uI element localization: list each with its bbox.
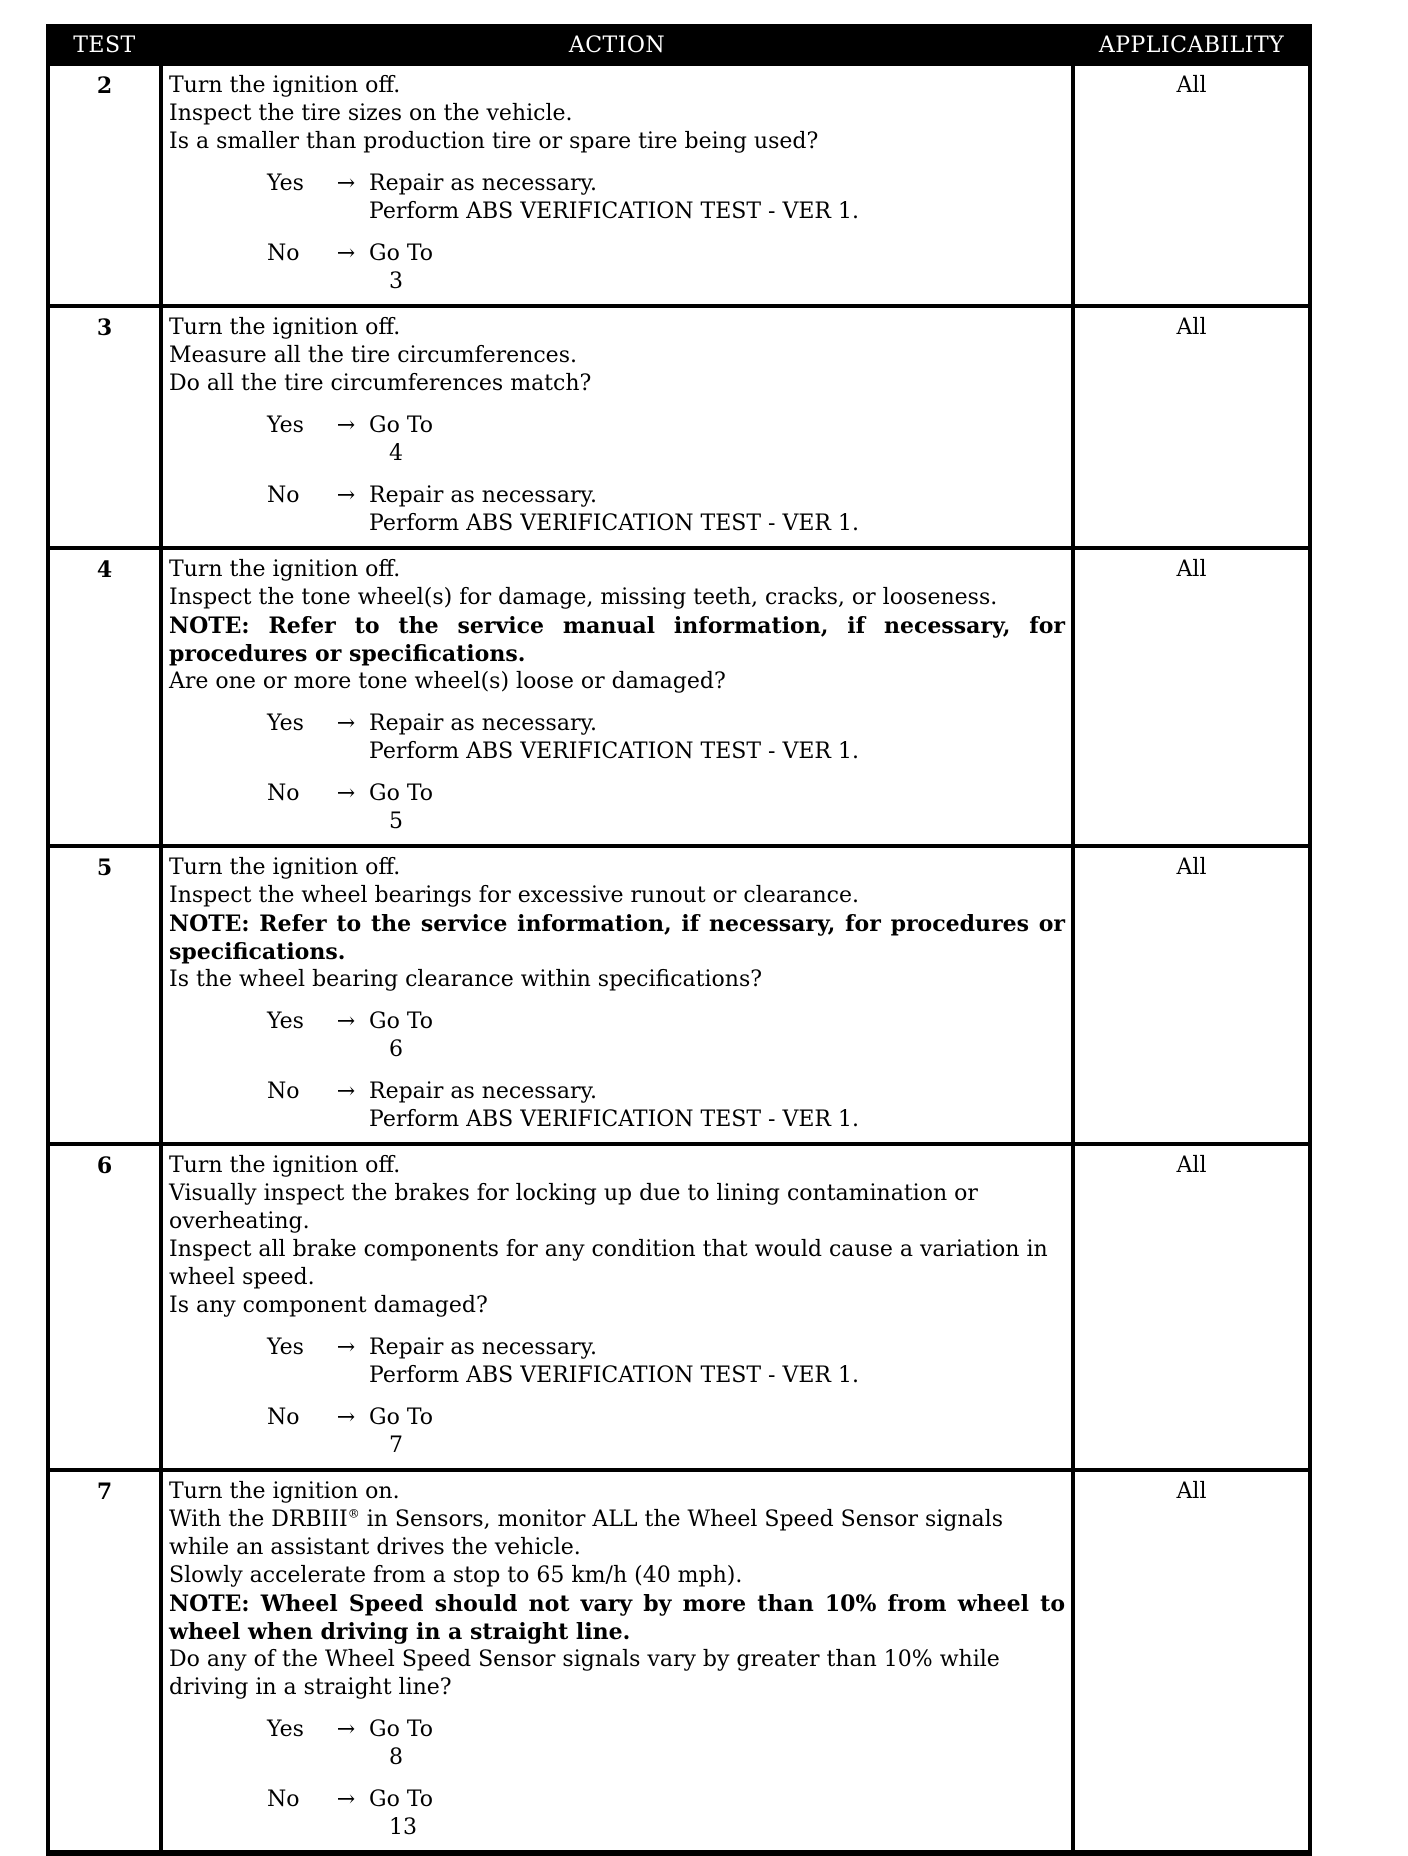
answer-block [169, 412, 1065, 538]
yes-result [369, 1008, 1065, 1064]
right-arrow-icon: → [336, 483, 356, 508]
action-line: Turn the ignition off. [169, 855, 401, 880]
action-line: Is the wheel bearing clearance within specifications? [169, 967, 763, 992]
result-line: Perform ABS VERIFICATION TEST - VER 1. [369, 1107, 859, 1132]
yes-result [369, 412, 1065, 468]
table-header-row [48, 26, 1310, 64]
goto-label: Go To [369, 781, 434, 806]
applicability-cell: All [1073, 548, 1310, 846]
answer-block [169, 170, 1065, 296]
no-label: No [267, 483, 300, 508]
applicability-cell: All [1073, 1144, 1310, 1470]
test-number: 4 [48, 548, 161, 846]
table-row-test-6 [48, 1144, 1310, 1470]
action-line: Measure all the tire circumferences. [169, 343, 577, 368]
yes-label: Yes [267, 413, 304, 438]
no-result [369, 780, 1065, 836]
goto-number: 3 [389, 269, 403, 294]
goto-label: Go To [369, 1405, 434, 1430]
action-line: Turn the ignition off. [169, 315, 401, 340]
yes-label: Yes [267, 1717, 304, 1742]
yes-answer [267, 412, 1065, 468]
no-result [369, 240, 1065, 296]
action-cell [161, 1144, 1073, 1470]
note-text: NOTE: Refer to the service information, if necessary, for procedures or specifications. [169, 911, 1065, 965]
test-number: 6 [48, 1144, 161, 1470]
right-arrow-icon: → [336, 1335, 356, 1360]
goto-number: 13 [389, 1815, 417, 1840]
diagnostic-test-table [46, 24, 1312, 1856]
goto-number: 5 [389, 809, 403, 834]
right-arrow-icon: → [336, 1787, 356, 1812]
note-text: NOTE: Refer to the service manual information, if necessary, for procedures or specifications. [169, 613, 1065, 667]
no-label: No [267, 781, 300, 806]
table-row-test-4 [48, 548, 1310, 846]
action-line: Turn the ignition off. [169, 73, 401, 98]
action-cell [161, 846, 1073, 1144]
result-line: Perform ABS VERIFICATION TEST - VER 1. [369, 739, 859, 764]
yes-label: Yes [267, 711, 304, 736]
result-line: Perform ABS VERIFICATION TEST - VER 1. [369, 1363, 859, 1388]
action-line: Is a smaller than production tire or spare tire being used? [169, 129, 819, 154]
yes-result [369, 1716, 1065, 1772]
action-line: Do all the tire circumferences match? [169, 371, 592, 396]
answer-block [169, 710, 1065, 836]
result-line: Repair as necessary. [369, 1335, 597, 1360]
action-cell [161, 548, 1073, 846]
yes-answer [267, 1334, 1065, 1390]
yes-answer [267, 170, 1065, 226]
yes-result [369, 710, 1065, 766]
test-number: 7 [48, 1470, 161, 1853]
drbiii-text: With the DRBIII [169, 1507, 348, 1532]
right-arrow-icon: → [336, 781, 356, 806]
action-line: Inspect the tire sizes on the vehicle. [169, 101, 573, 126]
no-answer [267, 240, 1065, 296]
yes-answer [267, 1008, 1065, 1064]
no-label: No [267, 1405, 300, 1430]
yes-result [369, 170, 1065, 226]
action-line: Inspect the wheel bearings for excessive runout or clearance. [169, 883, 860, 908]
result-line: Perform ABS VERIFICATION TEST - VER 1. [369, 511, 859, 536]
right-arrow-icon: → [336, 711, 356, 736]
answer-block [169, 1716, 1065, 1842]
action-line [169, 1506, 1065, 1562]
action-line: Is any component damaged? [169, 1293, 488, 1318]
no-result [369, 482, 1065, 538]
no-result [369, 1078, 1065, 1134]
right-arrow-icon: → [336, 241, 356, 266]
applicability-cell: All [1073, 1470, 1310, 1853]
table-row-test-5 [48, 846, 1310, 1144]
action-line: Inspect the tone wheel(s) for damage, missing teeth, cracks, or looseness. [169, 585, 998, 610]
goto-label: Go To [369, 1787, 434, 1812]
result-line: Perform ABS VERIFICATION TEST - VER 1. [369, 199, 859, 224]
header-test: TEST [48, 26, 161, 64]
yes-result [369, 1334, 1065, 1390]
right-arrow-icon: → [336, 1009, 356, 1034]
action-line: Inspect all brake components for any condition that would cause a variation in wheel speed. [169, 1237, 1048, 1290]
no-label: No [267, 241, 300, 266]
goto-number: 8 [389, 1745, 403, 1770]
result-line: Repair as necessary. [369, 1079, 597, 1104]
no-result [369, 1786, 1065, 1842]
action-line-rest: in Sensors, monitor ALL the Wheel Speed Sensor signals while an assistant drives the vehicle. [169, 1507, 1003, 1560]
right-arrow-icon: → [336, 1079, 356, 1104]
yes-label: Yes [267, 1009, 304, 1034]
header-applicability: APPLICABILITY [1073, 26, 1310, 64]
action-cell [161, 64, 1073, 306]
goto-label: Go To [369, 413, 434, 438]
right-arrow-icon: → [336, 171, 356, 196]
yes-answer [267, 710, 1065, 766]
action-line: Do any of the Wheel Speed Sensor signals vary by greater than 10% while driving in a straight line? [169, 1647, 1000, 1700]
right-arrow-icon: → [336, 1717, 356, 1742]
right-arrow-icon: → [336, 413, 356, 438]
action-line: Turn the ignition off. [169, 1153, 401, 1178]
header-action: ACTION [161, 26, 1073, 64]
applicability-cell: All [1073, 306, 1310, 548]
table-row-test-7 [48, 1470, 1310, 1853]
yes-answer [267, 1716, 1065, 1772]
action-line: Turn the ignition off. [169, 557, 401, 582]
action-line: Slowly accelerate from a stop to 65 km/h (40 mph). [169, 1563, 743, 1588]
result-line: Repair as necessary. [369, 711, 597, 736]
result-line: Repair as necessary. [369, 171, 597, 196]
diagnostic-test-table-sheet [46, 24, 1308, 1856]
no-label: No [267, 1787, 300, 1812]
action-cell [161, 306, 1073, 548]
no-result [369, 1404, 1065, 1460]
yes-label: Yes [267, 1335, 304, 1360]
goto-number: 6 [389, 1037, 403, 1062]
yes-label: Yes [267, 171, 304, 196]
test-number: 5 [48, 846, 161, 1144]
test-number: 2 [48, 64, 161, 306]
no-answer [267, 482, 1065, 538]
goto-label: Go To [369, 241, 434, 266]
table-row-test-3 [48, 306, 1310, 548]
table-row-test-2 [48, 64, 1310, 306]
goto-label: Go To [369, 1717, 434, 1742]
answer-block [169, 1334, 1065, 1460]
action-line: Are one or more tone wheel(s) loose or damaged? [169, 669, 726, 694]
no-label: No [267, 1079, 300, 1104]
result-line: Repair as necessary. [369, 483, 597, 508]
right-arrow-icon: → [336, 1405, 356, 1430]
registered-mark: ® [347, 1506, 360, 1521]
note-text: NOTE: Wheel Speed should not vary by more than 10% from wheel to wheel when driving in a straight line. [169, 1591, 1065, 1645]
goto-label: Go To [369, 1009, 434, 1034]
goto-number: 4 [389, 441, 403, 466]
applicability-cell: All [1073, 846, 1310, 1144]
no-answer [267, 1078, 1065, 1134]
no-answer [267, 1786, 1065, 1842]
no-answer [267, 1404, 1065, 1460]
action-cell [161, 1470, 1073, 1853]
applicability-cell: All [1073, 64, 1310, 306]
goto-number: 7 [389, 1433, 403, 1458]
no-answer [267, 780, 1065, 836]
action-line: Visually inspect the brakes for locking up due to lining contamination or overheating. [169, 1181, 978, 1234]
test-number: 3 [48, 306, 161, 548]
answer-block [169, 1008, 1065, 1134]
action-line: Turn the ignition on. [169, 1479, 400, 1504]
